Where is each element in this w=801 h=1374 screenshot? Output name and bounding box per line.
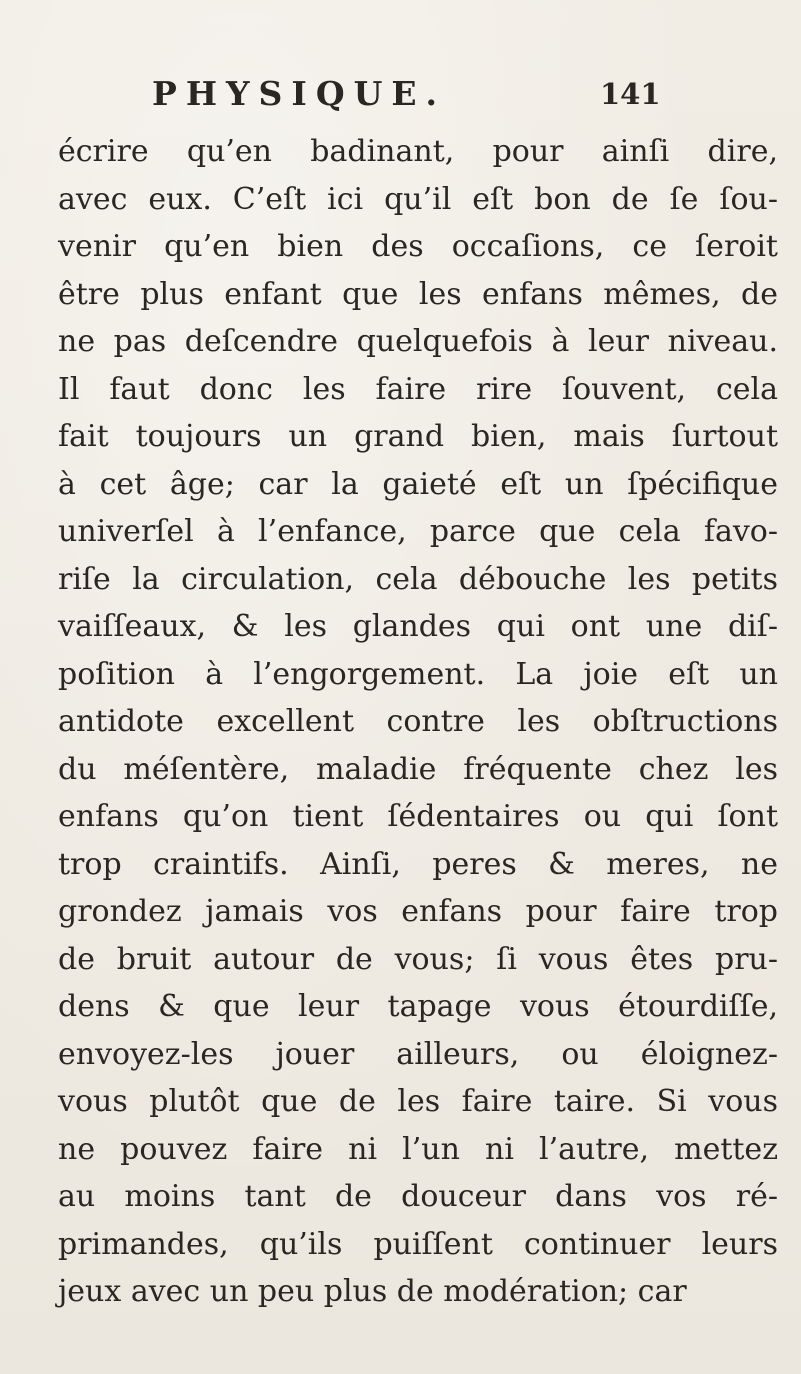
text-line: riſe la circulation, cela débouche les petits xyxy=(58,561,778,597)
text-line: avec eux. C’eſt ici qu’il eſt bon de ſe ſou- xyxy=(58,181,778,217)
text-line: au moins tant de douceur dans vos ré- xyxy=(58,1179,778,1214)
text-line: univerſel à l’enfance, parce que cela favo- xyxy=(58,514,778,549)
page-number: 141 xyxy=(600,77,661,111)
text-line: ne pouvez faire ni l’un ni l’autre, mettez xyxy=(58,1131,778,1167)
running-title: PHYSIQUE. xyxy=(152,74,446,113)
text-line: enfans qu’on tient ſédentaires ou qui ſont xyxy=(58,799,778,834)
text-line: vaiſſeaux, & les glandes qui ont une diſ- xyxy=(58,609,778,644)
text-line: grondez jamais vos enfans pour faire trop xyxy=(58,894,778,929)
text-line: à cet âge; car la gaieté eſt un ſpécifique xyxy=(58,466,778,502)
text-line: Il faut donc les faire rire ſouvent, cela xyxy=(58,371,778,407)
text-line: du méſentère, maladie fréquente chez les xyxy=(58,751,778,787)
text-line: ne pas deſcendre quelquefois à leur niveau. xyxy=(58,324,778,359)
text-line: primandes, qu’ils puiſſent continuer leurs xyxy=(58,1226,778,1262)
text-line: trop craintifs. Ainſi, peres & meres, ne xyxy=(58,846,778,882)
text-line: venir qu’en bien des occaſions, ce ſeroit xyxy=(58,229,778,264)
text-line: être plus enfant que les enfans mêmes, de xyxy=(58,276,778,312)
text-line: dens & que leur tapage vous étourdiſſe, xyxy=(58,989,778,1024)
text-line: écrire qu’en badinant, pour ainſi dire, xyxy=(58,134,778,169)
page-header xyxy=(152,72,712,116)
text-line: fait toujours un grand bien, mais ſurtout xyxy=(58,419,778,454)
text-line: jeux avec un peu plus de modération; car xyxy=(58,1274,687,1309)
text-line: vous plutôt que de les faire taire. Si vous xyxy=(58,1084,778,1119)
text-line: antidote excellent contre les obſtructions xyxy=(58,704,778,739)
text-line: de bruit autour de vous; ſi vous êtes pru- xyxy=(58,941,778,977)
text-line: envoyez-les jouer ailleurs, ou éloignez- xyxy=(58,1036,778,1072)
body-text xyxy=(58,128,778,1316)
text-line: poſition à l’engorgement. La joie eſt un xyxy=(58,656,778,692)
